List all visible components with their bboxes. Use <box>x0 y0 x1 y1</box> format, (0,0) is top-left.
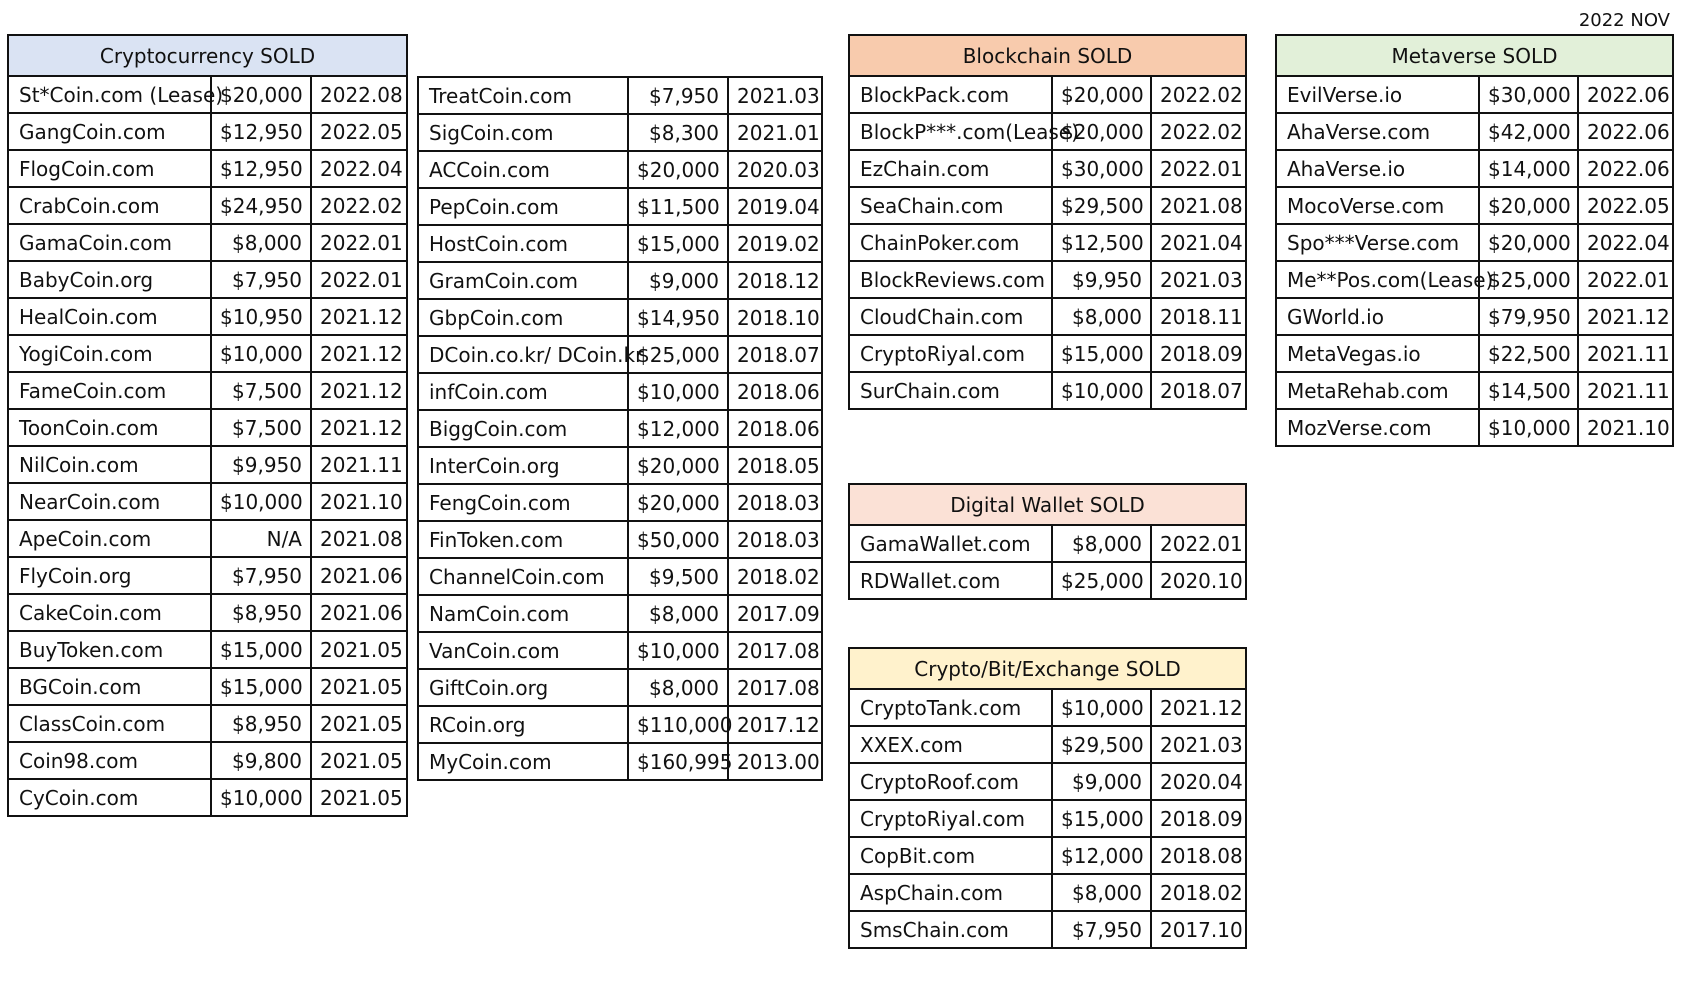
price-cell: $10,000 <box>211 335 311 372</box>
price-cell: $8,000 <box>1052 525 1151 562</box>
table-row <box>418 558 822 595</box>
table-row <box>849 562 1246 599</box>
price-cell: $20,000 <box>1052 113 1151 150</box>
domain-cell: MetaVegas.io <box>1276 335 1479 372</box>
domain-cell: XXEX.com <box>849 726 1052 763</box>
date-cell: 2022.04 <box>1578 224 1673 261</box>
domain-cell: BiggCoin.com <box>418 410 628 447</box>
domain-cell: DCoin.co.kr/ DCoin.kr <box>418 336 628 373</box>
price-cell: $12,000 <box>628 410 728 447</box>
date-cell: 2022.06 <box>1578 150 1673 187</box>
table-row <box>849 837 1246 874</box>
table-row <box>8 446 407 483</box>
table-row <box>849 800 1246 837</box>
domain-cell: MozVerse.com <box>1276 409 1479 446</box>
table-row <box>418 151 822 188</box>
price-cell: $8,950 <box>211 594 311 631</box>
date-cell: 2017.09 <box>728 595 822 632</box>
price-cell: $7,950 <box>628 77 728 114</box>
price-cell: $7,950 <box>211 261 311 298</box>
price-cell: $20,000 <box>211 76 311 113</box>
table-row <box>418 632 822 669</box>
price-cell: $12,000 <box>1052 837 1151 874</box>
table-row <box>418 669 822 706</box>
domain-cell: BGCoin.com <box>8 668 211 705</box>
date-cell: 2018.03 <box>728 484 822 521</box>
date-cell: 2022.01 <box>1151 525 1246 562</box>
domain-cell: CryptoRiyal.com <box>849 335 1052 372</box>
domain-cell: MetaRehab.com <box>1276 372 1479 409</box>
domain-cell: GramCoin.com <box>418 262 628 299</box>
date-cell: 2021.01 <box>728 114 822 151</box>
date-cell: 2021.08 <box>311 520 407 557</box>
table-row <box>418 262 822 299</box>
table-row <box>418 743 822 780</box>
domain-cell: FameCoin.com <box>8 372 211 409</box>
date-cell: 2018.09 <box>1151 800 1246 837</box>
price-cell: $20,000 <box>628 151 728 188</box>
price-cell: $9,000 <box>1052 763 1151 800</box>
date-cell: 2021.05 <box>311 742 407 779</box>
table-title: Metaverse SOLD <box>1276 35 1673 76</box>
domain-cell: GangCoin.com <box>8 113 211 150</box>
date-cell: 2021.06 <box>311 594 407 631</box>
date-cell: 2022.05 <box>311 113 407 150</box>
domain-cell: SeaChain.com <box>849 187 1052 224</box>
domain-cell: CyCoin.com <box>8 779 211 816</box>
table-row <box>418 595 822 632</box>
date-cell: 2018.03 <box>728 521 822 558</box>
price-cell: $29,500 <box>1052 187 1151 224</box>
domain-cell: CryptoTank.com <box>849 689 1052 726</box>
date-cell: 2019.04 <box>728 188 822 225</box>
domain-cell: PepCoin.com <box>418 188 628 225</box>
date-cell: 2021.12 <box>311 335 407 372</box>
date-cell: 2017.12 <box>728 706 822 743</box>
price-cell: $7,950 <box>211 557 311 594</box>
table-row <box>8 668 407 705</box>
domain-cell: NilCoin.com <box>8 446 211 483</box>
date-cell: 2020.04 <box>1151 763 1246 800</box>
table-row <box>849 335 1246 372</box>
price-cell: $12,500 <box>1052 224 1151 261</box>
table-row <box>1276 224 1673 261</box>
table-row <box>1276 76 1673 113</box>
cryptocurrency-table <box>7 34 408 817</box>
domain-cell: infCoin.com <box>418 373 628 410</box>
table-row <box>418 447 822 484</box>
price-cell: $8,000 <box>628 595 728 632</box>
table-row <box>1276 335 1673 372</box>
date-cell: 2018.02 <box>728 558 822 595</box>
date-cell: 2018.05 <box>728 447 822 484</box>
date-cell: 2022.02 <box>311 187 407 224</box>
price-cell: $22,500 <box>1479 335 1578 372</box>
date-cell: 2021.08 <box>1151 187 1246 224</box>
price-cell: $30,000 <box>1052 150 1151 187</box>
table-row <box>418 188 822 225</box>
date-cell: 2022.05 <box>1578 187 1673 224</box>
table-row <box>418 706 822 743</box>
price-cell: $10,000 <box>211 779 311 816</box>
date-cell: 2022.02 <box>1151 113 1246 150</box>
date-cell: 2018.08 <box>1151 837 1246 874</box>
table-row <box>418 373 822 410</box>
table-row <box>849 874 1246 911</box>
domain-cell: AhaVerse.com <box>1276 113 1479 150</box>
domain-cell: GiftCoin.org <box>418 669 628 706</box>
price-cell: $8,300 <box>628 114 728 151</box>
date-cell: 2022.06 <box>1578 113 1673 150</box>
domain-cell: BlockP***.com(Lease) <box>849 113 1052 150</box>
price-cell: $10,950 <box>211 298 311 335</box>
price-cell: $14,950 <box>628 299 728 336</box>
domain-cell: SurChain.com <box>849 372 1052 409</box>
table-row <box>1276 150 1673 187</box>
table-row <box>8 113 407 150</box>
domain-cell: CryptoRiyal.com <box>849 800 1052 837</box>
price-cell: $20,000 <box>1052 76 1151 113</box>
table-row <box>418 114 822 151</box>
price-cell: $20,000 <box>628 447 728 484</box>
price-cell: $25,000 <box>1052 562 1151 599</box>
price-cell: $9,000 <box>628 262 728 299</box>
table-row <box>418 299 822 336</box>
domain-cell: HostCoin.com <box>418 225 628 262</box>
domain-cell: VanCoin.com <box>418 632 628 669</box>
price-cell: $20,000 <box>628 484 728 521</box>
table-row <box>849 372 1246 409</box>
domain-cell: GamaCoin.com <box>8 224 211 261</box>
domain-cell: RCoin.org <box>418 706 628 743</box>
table-row <box>8 409 407 446</box>
domain-cell: ChainPoker.com <box>849 224 1052 261</box>
date-cell: 2022.02 <box>1151 76 1246 113</box>
date-cell: 2018.07 <box>728 336 822 373</box>
table-row <box>8 705 407 742</box>
date-cell: 2021.11 <box>311 446 407 483</box>
price-cell: $9,950 <box>211 446 311 483</box>
cryptocurrency-continued-table <box>417 76 823 781</box>
metaverse-table <box>1275 34 1674 447</box>
price-cell: $7,500 <box>211 372 311 409</box>
domain-cell: CloudChain.com <box>849 298 1052 335</box>
price-cell: $15,000 <box>211 631 311 668</box>
date-cell: 2021.03 <box>1151 261 1246 298</box>
date-cell: 2021.06 <box>311 557 407 594</box>
price-cell: $25,000 <box>628 336 728 373</box>
domain-cell: FlogCoin.com <box>8 150 211 187</box>
price-cell: $9,950 <box>1052 261 1151 298</box>
price-cell: $8,000 <box>1052 298 1151 335</box>
domain-cell: ACCoin.com <box>418 151 628 188</box>
price-cell: $20,000 <box>1479 224 1578 261</box>
table-row <box>418 521 822 558</box>
table-row <box>8 187 407 224</box>
domain-cell: FinToken.com <box>418 521 628 558</box>
date-cell: 2022.06 <box>1578 76 1673 113</box>
price-cell: $50,000 <box>628 521 728 558</box>
domain-cell: NamCoin.com <box>418 595 628 632</box>
price-cell: $10,000 <box>211 483 311 520</box>
table-row <box>849 525 1246 562</box>
date-cell: 2021.12 <box>1151 689 1246 726</box>
domain-cell: GbpCoin.com <box>418 299 628 336</box>
date-cell: 2022.01 <box>1151 150 1246 187</box>
price-cell: $12,950 <box>211 113 311 150</box>
price-cell: $10,000 <box>628 632 728 669</box>
date-cell: 2018.10 <box>728 299 822 336</box>
table-title: Blockchain SOLD <box>849 35 1246 76</box>
price-cell: $110,000 <box>628 706 728 743</box>
date-cell: 2018.06 <box>728 410 822 447</box>
date-cell: 2017.10 <box>1151 911 1246 948</box>
table-row <box>849 261 1246 298</box>
domain-cell: ClassCoin.com <box>8 705 211 742</box>
table-row <box>1276 113 1673 150</box>
date-cell: 2017.08 <box>728 632 822 669</box>
domain-cell: RDWallet.com <box>849 562 1052 599</box>
price-cell: $160,995 <box>628 743 728 780</box>
date-cell: 2022.01 <box>311 224 407 261</box>
date-cell: 2018.07 <box>1151 372 1246 409</box>
price-cell: $10,000 <box>628 373 728 410</box>
price-cell: $7,500 <box>211 409 311 446</box>
price-cell: $12,950 <box>211 150 311 187</box>
table-row <box>8 261 407 298</box>
domain-cell: AspChain.com <box>849 874 1052 911</box>
table-row <box>8 76 407 113</box>
price-cell: N/A <box>211 520 311 557</box>
price-cell: $15,000 <box>628 225 728 262</box>
table-row <box>8 335 407 372</box>
exchange-table <box>848 647 1247 949</box>
price-cell: $9,500 <box>628 558 728 595</box>
price-cell: $15,000 <box>211 668 311 705</box>
table-row <box>418 484 822 521</box>
price-cell: $8,950 <box>211 705 311 742</box>
date-cell: 2021.11 <box>1578 372 1673 409</box>
date-cell: 2021.05 <box>311 705 407 742</box>
table-row <box>8 557 407 594</box>
domain-cell: ChannelCoin.com <box>418 558 628 595</box>
price-cell: $29,500 <box>1052 726 1151 763</box>
domain-cell: CrabCoin.com <box>8 187 211 224</box>
date-cell: 2018.09 <box>1151 335 1246 372</box>
date-cell: 2021.11 <box>1578 335 1673 372</box>
domain-cell: CryptoRoof.com <box>849 763 1052 800</box>
domain-cell: HealCoin.com <box>8 298 211 335</box>
domain-cell: BabyCoin.org <box>8 261 211 298</box>
table-title: Crypto/Bit/Exchange SOLD <box>849 648 1246 689</box>
date-cell: 2021.12 <box>311 298 407 335</box>
date-cell: 2020.10 <box>1151 562 1246 599</box>
date-cell: 2021.12 <box>311 372 407 409</box>
domain-cell: Coin98.com <box>8 742 211 779</box>
table-row <box>849 113 1246 150</box>
domain-cell: CakeCoin.com <box>8 594 211 631</box>
date-cell: 2022.01 <box>1578 261 1673 298</box>
date-cell: 2021.12 <box>1578 298 1673 335</box>
table-row <box>418 336 822 373</box>
domain-cell: BuyToken.com <box>8 631 211 668</box>
domain-cell: YogiCoin.com <box>8 335 211 372</box>
table-row <box>8 742 407 779</box>
date-cell: 2021.03 <box>1151 726 1246 763</box>
date-cell: 2021.10 <box>1578 409 1673 446</box>
price-cell: $20,000 <box>1479 187 1578 224</box>
table-title: Digital Wallet SOLD <box>849 484 1246 525</box>
domain-cell: MocoVerse.com <box>1276 187 1479 224</box>
price-cell: $11,500 <box>628 188 728 225</box>
price-cell: $8,000 <box>628 669 728 706</box>
price-cell: $8,000 <box>1052 874 1151 911</box>
domain-cell: SigCoin.com <box>418 114 628 151</box>
price-cell: $15,000 <box>1052 335 1151 372</box>
date-cell: 2021.05 <box>311 668 407 705</box>
table-row <box>418 225 822 262</box>
blockchain-table <box>848 34 1247 410</box>
table-row <box>849 689 1246 726</box>
domain-cell: GamaWallet.com <box>849 525 1052 562</box>
domain-cell: CopBit.com <box>849 837 1052 874</box>
table-row <box>1276 372 1673 409</box>
domain-cell: FlyCoin.org <box>8 557 211 594</box>
date-cell: 2021.10 <box>311 483 407 520</box>
date-cell: 2013.00 <box>728 743 822 780</box>
domain-cell: GWorld.io <box>1276 298 1479 335</box>
table-row <box>1276 187 1673 224</box>
price-cell: $7,950 <box>1052 911 1151 948</box>
date-cell: 2021.05 <box>311 779 407 816</box>
domain-cell: NearCoin.com <box>8 483 211 520</box>
table-row <box>849 224 1246 261</box>
date-cell: 2017.08 <box>728 669 822 706</box>
price-cell: $15,000 <box>1052 800 1151 837</box>
table-row <box>8 224 407 261</box>
table-row <box>849 911 1246 948</box>
date-cell: 2018.06 <box>728 373 822 410</box>
table-row <box>8 779 407 816</box>
domain-cell: St*Coin.com (Lease) <box>8 76 211 113</box>
table-row <box>8 631 407 668</box>
price-cell: $30,000 <box>1479 76 1578 113</box>
table-row <box>8 372 407 409</box>
date-cell: 2018.12 <box>728 262 822 299</box>
table-row <box>418 77 822 114</box>
table-row <box>849 76 1246 113</box>
price-cell: $9,800 <box>211 742 311 779</box>
table-row <box>8 298 407 335</box>
domain-cell: SmsChain.com <box>849 911 1052 948</box>
domain-cell: Me**Pos.com(Lease) <box>1276 261 1479 298</box>
table-row <box>8 483 407 520</box>
price-cell: $8,000 <box>211 224 311 261</box>
domain-cell: BlockReviews.com <box>849 261 1052 298</box>
table-row <box>1276 261 1673 298</box>
table-row <box>849 150 1246 187</box>
domain-cell: TreatCoin.com <box>418 77 628 114</box>
domain-cell: EvilVerse.io <box>1276 76 1479 113</box>
date-cell: 2021.12 <box>311 409 407 446</box>
price-cell: $79,950 <box>1479 298 1578 335</box>
price-cell: $14,500 <box>1479 372 1578 409</box>
date-cell: 2021.05 <box>311 631 407 668</box>
table-row <box>849 726 1246 763</box>
price-cell: $42,000 <box>1479 113 1578 150</box>
report-date: 2022 NOV <box>1578 10 1670 31</box>
date-cell: 2022.04 <box>311 150 407 187</box>
date-cell: 2019.02 <box>728 225 822 262</box>
price-cell: $14,000 <box>1479 150 1578 187</box>
table-row <box>8 520 407 557</box>
date-cell: 2021.03 <box>728 77 822 114</box>
table-row <box>8 594 407 631</box>
table-row <box>849 763 1246 800</box>
date-cell: 2021.04 <box>1151 224 1246 261</box>
domain-cell: Spo***Verse.com <box>1276 224 1479 261</box>
domain-cell: FengCoin.com <box>418 484 628 521</box>
price-cell: $10,000 <box>1052 372 1151 409</box>
domain-cell: EzChain.com <box>849 150 1052 187</box>
table-row <box>849 187 1246 224</box>
domain-cell: ToonCoin.com <box>8 409 211 446</box>
price-cell: $10,000 <box>1052 689 1151 726</box>
table-row <box>1276 409 1673 446</box>
table-row <box>1276 298 1673 335</box>
price-cell: $24,950 <box>211 187 311 224</box>
digital-wallet-table <box>848 483 1247 600</box>
domain-cell: BlockPack.com <box>849 76 1052 113</box>
price-cell: $10,000 <box>1479 409 1578 446</box>
domain-cell: MyCoin.com <box>418 743 628 780</box>
table-title: Cryptocurrency SOLD <box>8 35 407 76</box>
table-row <box>849 298 1246 335</box>
domain-cell: ApeCoin.com <box>8 520 211 557</box>
date-cell: 2018.11 <box>1151 298 1246 335</box>
price-cell: $25,000 <box>1479 261 1578 298</box>
date-cell: 2022.01 <box>311 261 407 298</box>
domain-cell: InterCoin.org <box>418 447 628 484</box>
date-cell: 2020.03 <box>728 151 822 188</box>
domain-cell: AhaVerse.io <box>1276 150 1479 187</box>
date-cell: 2022.08 <box>311 76 407 113</box>
table-row <box>8 150 407 187</box>
table-row <box>418 410 822 447</box>
date-cell: 2018.02 <box>1151 874 1246 911</box>
